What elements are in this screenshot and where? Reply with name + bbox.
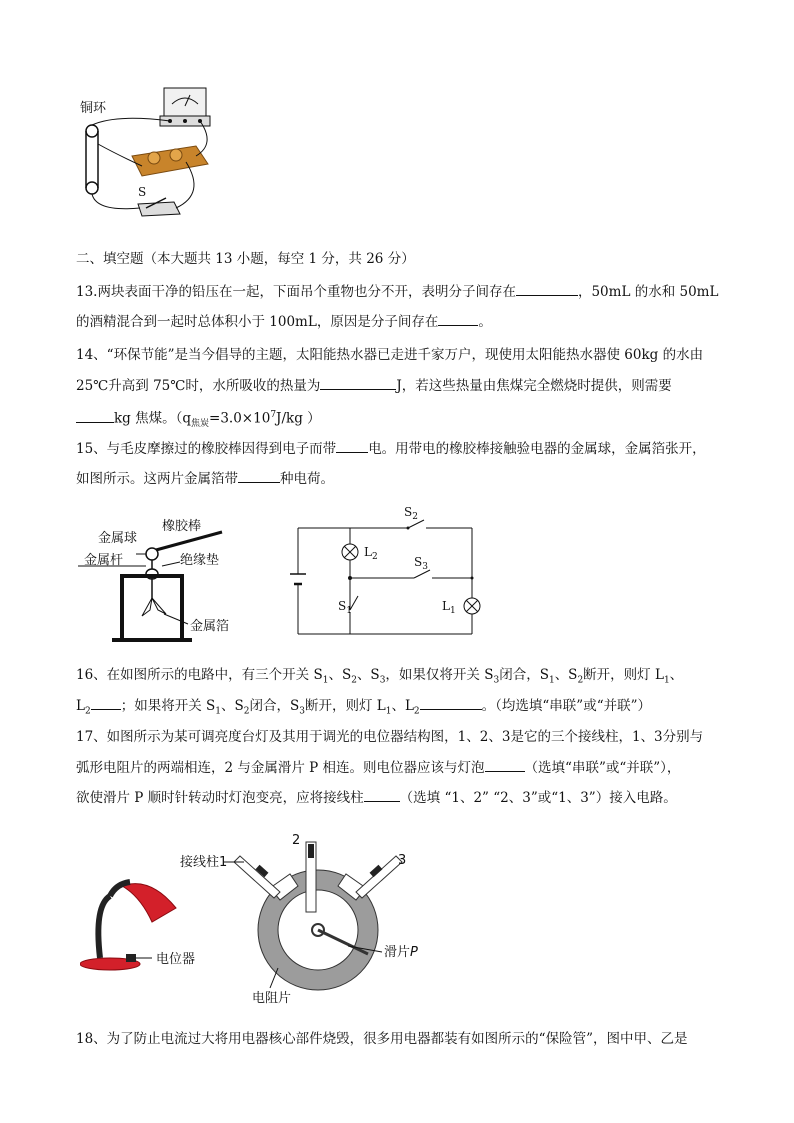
label-rubber-rod: 橡胶棒 [162, 519, 202, 534]
q14-line2: 25℃升高到 75℃时，水所吸收的热量为 J，若这些热量由焦煤完全燃烧时提供，则需要 [76, 378, 672, 394]
figure-potentiometer [178, 828, 428, 1008]
label-slider: 滑片P [384, 945, 418, 960]
q16-line1: 16、在如图所示的电路中，有三个开关 $S_1$、$S_2$、$S_3$，如果仅将开关 $S_3$闭合，$S_1$、$S_2$断开，则灯 $L_1$、 [76, 667, 684, 686]
answer-blank[interactable] [364, 788, 400, 802]
figure-copper-ring-circuit [76, 84, 226, 230]
q15-line1: 15、与毛皮摩擦过的橡胶棒因得到电子而带 电。用带电的橡胶棒接触验电器的金属球，金属箔张开， [76, 441, 706, 457]
answer-blank[interactable] [438, 312, 478, 326]
answer-blank[interactable] [91, 696, 121, 710]
label-terminal-1: 接线柱1 [180, 855, 228, 870]
label-terminal-3: 3 [398, 853, 407, 868]
label-l2: $L_2$ [364, 545, 378, 562]
label-terminal-2: 2 [292, 833, 301, 848]
label-metal-stem: 金属杆 [84, 553, 124, 568]
answer-blank[interactable] [516, 282, 578, 296]
answer-blank[interactable] [238, 469, 280, 483]
label-copper-ring: 铜环 [80, 101, 107, 116]
label-s3: $S_3$ [414, 555, 428, 572]
q16-line2: $L_2$ ；如果将开关 $S_1$、$S_2$闭合，$S_3$断开，则灯 $L_1$、$L_2$ 。（均选填“串联”或“并联”） [76, 698, 652, 717]
label-l1: $L_1$ [442, 599, 456, 616]
label-metal-foil: 金属箔 [190, 619, 230, 634]
answer-blank[interactable] [420, 696, 482, 710]
figure-switch-circuit [290, 500, 490, 640]
answer-blank[interactable] [320, 376, 396, 390]
label-potentiometer: 电位器 [156, 952, 196, 967]
q13-line2: 的酒精混合到一起时总体积小于 100mL，原因是分子间存在 。 [76, 314, 492, 330]
answer-blank[interactable] [336, 439, 368, 453]
q17-line3: 欲使滑片 P 顺时针转动时灯泡变亮，应将接线柱 （选填 “1、2” “2、3”或“1、3”）接入电路。 [76, 790, 677, 806]
label-switch-s: S [138, 185, 147, 199]
figure-electroscope [76, 510, 256, 645]
label-resistor-strip: 电阻片 [252, 991, 292, 1006]
answer-blank[interactable] [76, 409, 114, 423]
label-s2: $S_2$ [404, 505, 418, 522]
answer-blank[interactable] [485, 758, 525, 772]
label-s1: $S_1$ [338, 599, 352, 616]
section-heading: 二、填空题（本大题共 13 小题，每空 1 分，共 26 分） [76, 251, 415, 267]
q18-line1: 18、为了防止电流过大将用电器核心部件烧毁，很多用电器都装有如图所示的“保险管”，图中甲、乙是 [76, 1031, 688, 1047]
q17-line1: 17、如图所示为某可调亮度台灯及其用于调光的电位器结构图，1、2、3是它的三个接线柱，1、3分别与 [76, 729, 704, 745]
q14-line3: kg 焦煤。（$q_{焦炭}=3.0\times 10^7J/kg$ ） [76, 406, 321, 433]
q15-line2: 如图所示。这两片金属箔带 种电荷。 [76, 471, 334, 487]
q17-line2: 弧形电阻片的两端相连，2 与金属滑片 P 相连。则电位器应该与灯泡 （选填“串联”或“并联”）， [76, 760, 681, 776]
q13-line1: 13.两块表面干净的铅压在一起，下面吊个重物也分不开，表明分子间存在 ，50mL 的水和 50mL [76, 284, 719, 300]
q14-line1: 14、“环保节能”是当今倡导的主题，太阳能热水器已走进千家万户，现使用太阳能热水器使 60kg 的水由 [76, 347, 704, 363]
label-metal-ball: 金属球 [98, 531, 138, 546]
label-insulating-pad: 绝缘垫 [180, 553, 220, 568]
